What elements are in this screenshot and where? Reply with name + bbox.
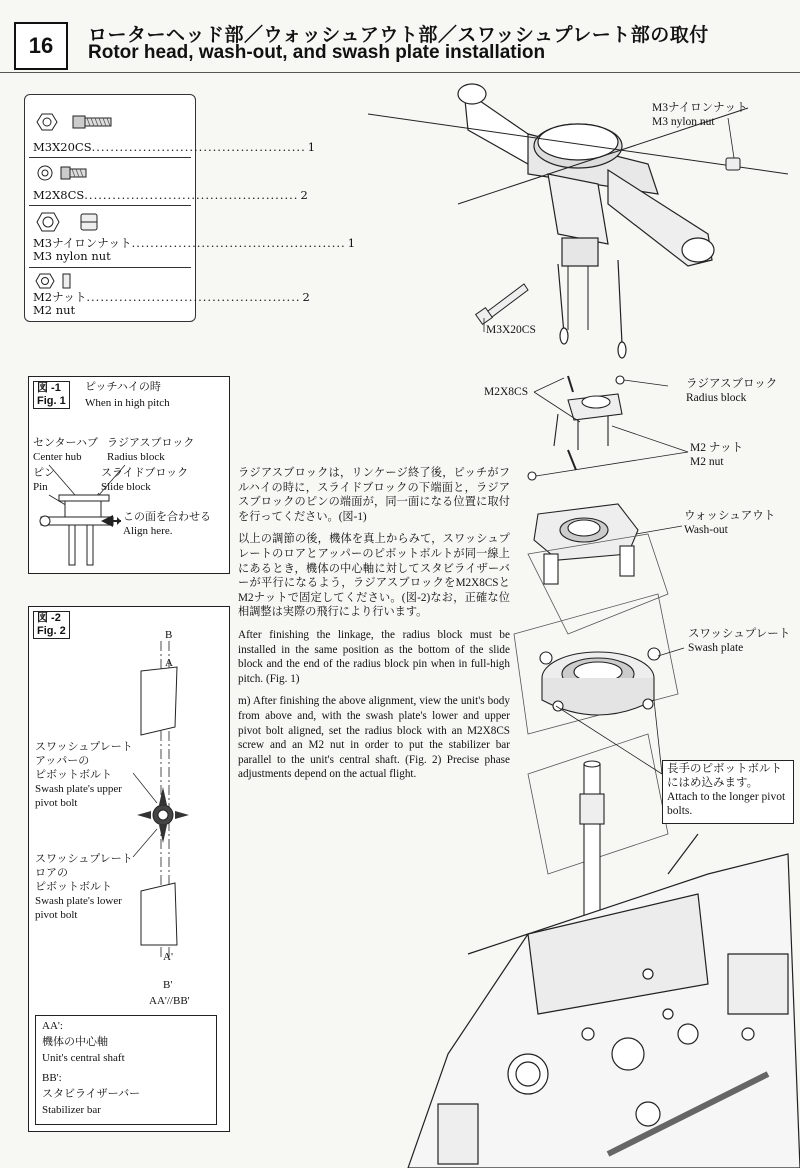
m3-nylon-nut-part xyxy=(726,158,740,170)
fig1-radius-block-en: Radius block xyxy=(107,451,165,463)
legend-bb-jp: スタビライザーバー xyxy=(42,1088,141,1100)
fig2-a-bottom: A' xyxy=(163,951,173,963)
rotor-head-illustration xyxy=(368,84,788,358)
parts-list-box xyxy=(24,94,356,322)
callout-m3x20cs: M3X20CS xyxy=(486,324,536,336)
attach-note-en2: bolts. xyxy=(667,805,693,817)
screw-short-icon xyxy=(33,163,113,183)
callout-m3-nylon-nut-en: M3 nylon nut xyxy=(652,116,715,128)
legend-aa: AA': xyxy=(42,1020,63,1032)
callout-washout-en: Wash-out xyxy=(684,524,728,536)
fig2-lower-en2: pivot bolt xyxy=(35,909,78,921)
legend-aa-en: Unit's central shaft xyxy=(42,1052,125,1064)
part-name-en: M2 nut xyxy=(33,303,76,317)
figure-1 xyxy=(28,376,230,574)
callout-washout-jp: ウォッシュアウト xyxy=(684,510,776,522)
fig1-center-hub-en: Center hub xyxy=(33,451,82,463)
instruction-para1-jp: ラジアスブロックは，リンケージ終了後，ピッチがフルハイの時に，スライドブロックの下端面と，ラジアスブロックのピンの端面が，同一面になる位置に取付を行ってください。(図-1) xyxy=(238,467,510,523)
callout-swash-jp: スワッシュプレート xyxy=(688,628,791,640)
parts-divider xyxy=(29,267,191,268)
figure-2 xyxy=(28,606,230,1132)
fig2-b-bottom: B' xyxy=(163,979,173,991)
legend-bb-en: Stabilizer bar xyxy=(42,1104,101,1116)
fig2-lower-jp1: スワッシュプレート xyxy=(35,853,133,865)
nylon-nut-icon xyxy=(33,211,113,233)
fig2-upper-jp2: アッパーの xyxy=(35,755,90,767)
fig2-label-jp: 図 -2 xyxy=(37,612,61,624)
part-row-m3-nylon-nut: M3ナイロンナット .............................................. 1 M3 nylon nut xyxy=(33,236,356,263)
callout-radius-block-en: Radius block xyxy=(686,392,747,404)
exploded-assembly-diagram xyxy=(228,74,800,1168)
parts-divider xyxy=(29,205,191,206)
attach-note-en1: Attach to the longer pivot xyxy=(667,791,786,803)
parts-divider xyxy=(29,157,191,158)
step-number-box xyxy=(14,22,68,70)
fig1-radius-block-jp: ラジアスブロック xyxy=(107,437,195,449)
fig2-upper-jp3: ピボットボルト xyxy=(35,769,112,781)
fig1-label-en: Fig. 1 xyxy=(37,395,66,407)
fig1-align-en: Align here. xyxy=(123,525,173,537)
instruction-para2-jp: 以上の調節の後，機体を真上からみて，スワッシュプレートのロアとアッパーのピボットボルトが同一線上にあるとき，機体の中心軸に対してスタビライザーバーが平行になるよう，ラジアスブロックをM2X8CSとM2ナットで固定してください。(図-2)なお，正確な位相調整は実際の飛行により行います。 xyxy=(238,533,510,619)
fig1-caption-en: When in high pitch xyxy=(85,397,170,409)
fig1-pin-en: Pin xyxy=(33,481,48,493)
fig2-upper-jp1: スワッシュプレート xyxy=(35,741,133,753)
legend-aa-jp: 機体の中心軸 xyxy=(42,1036,108,1048)
fig2-a-top: A xyxy=(165,657,173,669)
swash-plate-part xyxy=(540,648,660,715)
fig2-label-en: Fig. 2 xyxy=(37,625,66,637)
fig1-caption-jp: ピッチハイの時 xyxy=(85,381,161,393)
callout-radius-block-jp: ラジアスブロック xyxy=(686,378,778,390)
page-title-jp: ローターヘッド部／ウォッシュアウト部／スワッシュプレート部の取付 xyxy=(88,25,709,46)
callout-swash-en: Swash plate xyxy=(688,642,744,654)
attach-note-jp1: 長手のピボットボルト xyxy=(667,763,782,775)
step-number: 16 xyxy=(28,33,54,58)
fig1-center-hub-jp: センターハブ xyxy=(33,437,99,449)
nut-icon xyxy=(33,271,113,291)
part-row-m2-nut: M2ナット .............................................. 2 M2 nut xyxy=(33,290,310,317)
part-name-en: M3 nylon nut xyxy=(33,249,111,263)
callout-m2-nut-jp: M2 ナット xyxy=(690,442,744,454)
callout-m2x8cs: M2X8CS xyxy=(484,386,529,398)
fig2-lower-jp2: ロアの xyxy=(35,867,68,879)
instruction-para1-en: After finishing the linkage, the radius block must be installed in the same position as the bottom of the slide block and the end of the radius block pin when in full-high pitch. (Fig. 1) xyxy=(238,628,510,685)
m3x20cs-screw-part xyxy=(476,284,528,324)
part-row-m2x8cs: M2X8CS .............................................. 2 xyxy=(33,188,308,202)
fig1-align-jp: この面を合わせる xyxy=(123,511,211,523)
fig1-slide-block-en: Slide block xyxy=(101,481,151,493)
fig2-lower-jp3: ピボットボルト xyxy=(35,881,112,893)
fig2-lower-en1: Swash plate's lower xyxy=(35,895,122,907)
callout-m3-nylon-nut-jp: M3ナイロンナット xyxy=(652,102,748,114)
fig1-slide-block-jp: スライドブロック xyxy=(101,467,189,479)
helicopter-frame xyxy=(408,834,800,1168)
instruction-para2-en: m) After finishing the above alignment, view the unit's body from above and, with the swash plate's lower and upper pivot bolt aligned, set the radius block with an M2X8CS screw and an M2 nut in order to put the stabilizer bar parallel to the unit's central shaft. (Fig. 2) Precise phase adjustments depend on the actual flight. xyxy=(238,695,510,781)
part-row-m3x20cs: M3X20CS .............................................. 1 xyxy=(33,140,316,154)
fig2-b-top: B xyxy=(165,629,173,641)
fig2-upper-en2: pivot bolt xyxy=(35,797,78,809)
fig2-legend-box xyxy=(35,1015,217,1125)
header-divider xyxy=(0,72,800,73)
screw-long-icon xyxy=(33,111,113,133)
fig1-drawing xyxy=(29,377,229,573)
legend-bb: BB': xyxy=(42,1072,62,1084)
fig1-pin-jp: ピン xyxy=(33,467,55,479)
fig1-label-jp: 図 -1 xyxy=(37,382,61,394)
fig2-aabb: AA'//BB' xyxy=(149,995,190,1007)
fig2-upper-en1: Swash plate's upper xyxy=(35,783,122,795)
callout-m2-nut-en: M2 nut xyxy=(690,456,724,468)
attach-note-jp2: にはめ込みます。 xyxy=(667,777,759,789)
attach-note-box xyxy=(662,760,794,824)
page-title-en: Rotor head, wash-out, and swash plate installation xyxy=(88,42,546,63)
